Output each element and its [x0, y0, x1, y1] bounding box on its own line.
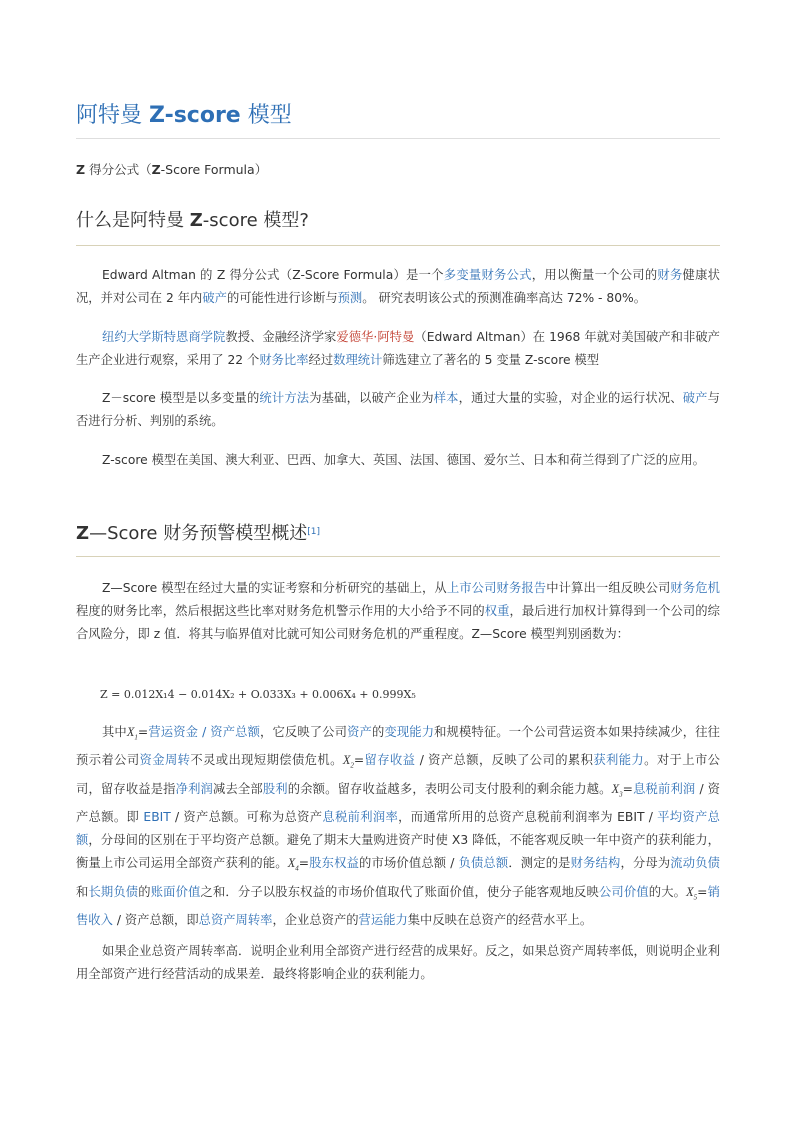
section-divider	[76, 245, 720, 246]
link-financial-structure[interactable]: 财务结构	[570, 856, 621, 871]
link-asset-turnover[interactable]: 总资产周转率	[198, 913, 273, 928]
link-prediction[interactable]: 预测	[337, 291, 363, 305]
link-total-liabilities[interactable]: 负债总额	[458, 856, 509, 871]
link-multivariate[interactable]: 多变量	[443, 268, 482, 282]
link-operating-capacity[interactable]: 营运能力	[358, 913, 408, 928]
link-retained-earnings[interactable]: 留存收益	[364, 753, 416, 768]
variable-x2: $X_2$	[342, 753, 354, 770]
link-liquidity[interactable]: 变现能力	[384, 725, 435, 739]
paragraph: 其中$X_1=$营运资金 / 资产总额，它反映了公司资产的变现能力和规模特征。一个公司营运资本如果持续减少，往往预示着公司资金周转不灵或出现短期偿债危机。$X_2=$留存收益 / 资产总额，反映了公司的累积获利能力。对于上市公司，留存收益是指净利润减去全部股利的余额。留存收益越多，表明公司支付股利的剩余能力越。$X_3=$息税前利润 / 资产总额。即 EBIT / 资产总额。可称为总资产息税前利润率，而通常所用的总资产息税前利润率为 EBIT / 平均资产总额，分母间的区别在于平均资产总额。避免了期末大量购进资产时使 X3 降低，不能客观反映一年中资产的获利能力，衡量上市公司运用全部资产获利的能。$X_4=$股东权益的市场价值总额 / 负债总额．测定的是财务结构，分母为流动负债和长期负债的账面价值之和．分子以股东权益的市场价值取代了账面价值，使分子能客观地反映公司价值的大。$X_5=$销售收入 / 资产总额，即总资产周转率，企业总资产的营运能力集中反映在总资产的经营水平上。	[76, 725, 720, 928]
link-sales-revenue[interactable]: 销售收入	[76, 884, 720, 928]
link-working-capital[interactable]: 营运资金 / 资产总额	[148, 725, 261, 739]
link-financial-crisis[interactable]: 财务危机	[670, 581, 720, 595]
link-book-value[interactable]: 账面价值	[150, 884, 201, 899]
variable-x3: $X_3$	[611, 781, 623, 799]
variable-x5: $X_5$	[686, 884, 698, 902]
title-divider	[76, 138, 720, 139]
paragraph: Z-score 模型在美国、澳大利亚、巴西、加拿大、英国、法国、德国、爱尔兰、日本和荷兰得到了广泛的应用。	[102, 453, 705, 467]
link-finance[interactable]: 财务	[657, 268, 683, 282]
link-financial-ratio[interactable]: 财务比率	[259, 353, 309, 367]
link-bankruptcy[interactable]: 破产	[682, 391, 708, 405]
section-divider	[76, 556, 720, 557]
link-bankruptcy[interactable]: 破产	[202, 291, 227, 305]
link-edward-altman[interactable]: 爱德华·阿特曼	[336, 330, 415, 344]
paragraph: Z—Score 模型在经过大量的实证考察和分析研究的基础上，从上市公司财务报告中计算出一组反映公司财务危机程度的财务比率，然后根据这些比率对财务危机警示作用的大小给予不同的权重，最后进行加权计算得到一个公司的综合风险分，即 z 值．将其与临界值对比就可知公司财务危机的严重程度。Z—Score 模型判别函数为：	[76, 581, 720, 641]
link-ebit-rate[interactable]: 息税前利润率	[322, 810, 399, 825]
link-long-term-liabilities[interactable]: 长期负债	[88, 884, 139, 899]
section-heading-what-is: 什么是阿特曼 Z-score 模型?	[76, 210, 309, 231]
paragraph: 纽约大学斯特恩商学院教授、金融经济学家爱德华·阿特曼（Edward Altman）在 1968 年就对美国破产和非破产生产企业进行观察，采用了 22 个财务比率经过数理统计筛选建立了著名的 5 变量 Z-score 模型	[76, 330, 720, 367]
variable-x4: $X_4$	[287, 856, 299, 873]
paragraph: Z－score 模型是以多变量的统计方法为基础，以破产企业为样本，通过大量的实验，对企业的运行状况、破产与否进行分析、判别的系统。	[76, 391, 720, 428]
section-heading-overview: Z—Score 财务预警模型概述[1]	[76, 523, 320, 544]
variable-x1: $X_1$	[126, 725, 138, 742]
link-net-profit[interactable]: 净利润	[175, 781, 214, 796]
reference-link[interactable]: [1]	[307, 527, 320, 537]
link-financial-formula[interactable]: 财务公式	[481, 268, 532, 282]
link-shareholder-equity[interactable]: 股东权益	[309, 856, 360, 871]
link-company-value[interactable]: 公司价值	[598, 884, 649, 899]
paragraph: 如果企业总资产周转率高．说明企业利用全部资产进行经营的成果好。反之，如果总资产周转率低，则说明企业利用全部资产进行经营活动的成果差．最终将影响企业的获利能力。	[76, 944, 720, 981]
link-weight[interactable]: 权重	[484, 604, 510, 618]
link-current-liabilities[interactable]: 流动负债	[670, 856, 720, 871]
link-capital-turnover[interactable]: 资金周转	[139, 753, 191, 768]
link-assets[interactable]: 资产	[347, 725, 372, 739]
link-listed-company[interactable]: 上市公司	[446, 581, 497, 595]
link-sample[interactable]: 样本	[433, 391, 459, 405]
paragraph: Edward Altman 的 Z 得分公式（Z-Score Formula）是一个多变量财务公式，用以衡量一个公司的财务健康状况，并对公司在 2 年内破产的可能性进行诊断与预测。 研究表明该公式的预测准确率高达 72% - 80%。	[76, 268, 720, 305]
z-score-formula: Z = 0.012X₁4 − 0.014X₂ + O.033X₃ + 0.006X₄ + 0.999X₅	[100, 688, 416, 701]
link-ebit-abbr[interactable]: EBIT	[143, 810, 171, 825]
page-subtitle: Z 得分公式（Z-Score Formula）	[76, 162, 268, 177]
link-statistics[interactable]: 数理统计	[333, 353, 383, 367]
link-dividend[interactable]: 股利	[262, 781, 288, 796]
page-title: 阿特曼 Z-score 模型	[76, 103, 292, 128]
link-average-total-assets[interactable]: 平均资产总额	[76, 810, 720, 848]
link-financial-report[interactable]: 财务报告	[496, 581, 547, 595]
link-nyu-stern[interactable]: 纽约大学斯特恩商学院	[102, 330, 226, 344]
link-ebit[interactable]: 息税前利润	[632, 781, 696, 796]
link-profitability[interactable]: 获利能力	[593, 753, 645, 768]
link-statistical-method[interactable]: 统计方法	[259, 391, 310, 405]
